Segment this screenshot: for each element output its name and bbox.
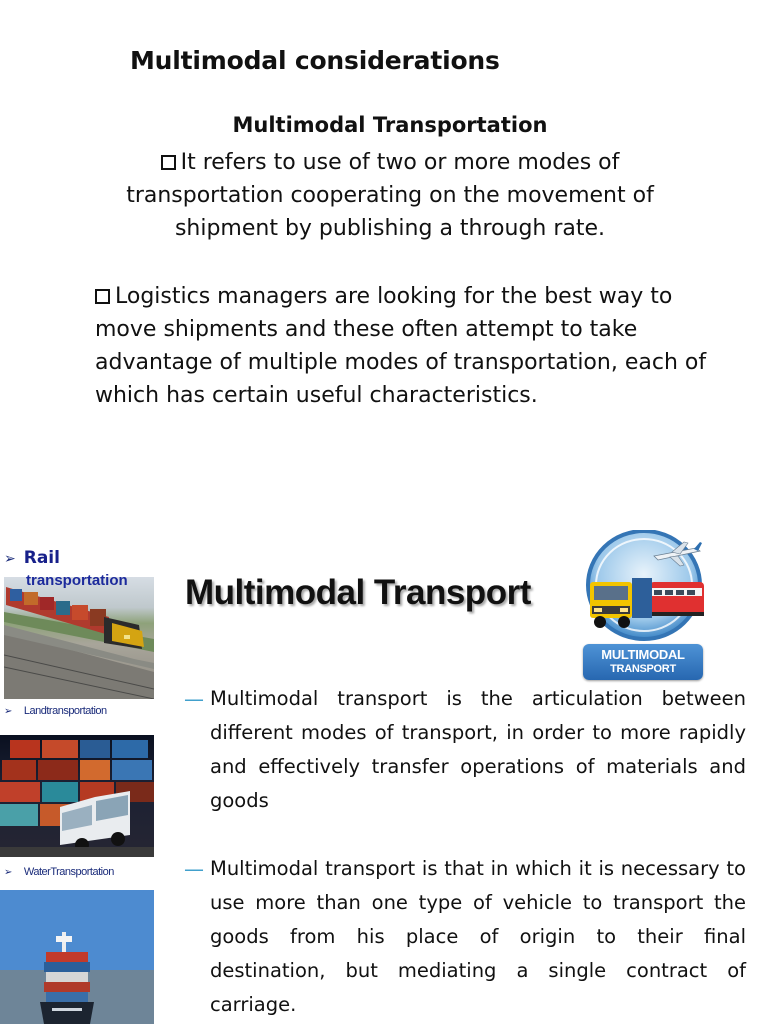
- rail-overlay-text: transportation: [26, 572, 128, 589]
- arrow-bullet-icon: ➢: [4, 706, 12, 717]
- bullet-paragraph-2: [95, 280, 715, 412]
- slide-heading: Multimodal considerations: [130, 46, 500, 75]
- land-label-text: Landtransportation: [23, 705, 107, 717]
- container-ship-image: [0, 890, 154, 1024]
- land-trucks-photo: [0, 735, 154, 857]
- arrow-bullet-icon: ➢: [4, 551, 16, 567]
- bullet-paragraph-1: [105, 146, 675, 245]
- rail-train-photo: [4, 577, 154, 699]
- multimodal-bullet-2-text: Multimodal transport is that in which it is necessary to use more than one type of vehicle to transport the goods from his place of origin to their final destination, but mediating a single contract of carriage.: [210, 857, 746, 1016]
- multimodal-transport-title: Multimodal Transport: [185, 573, 531, 612]
- dash-bullet-icon: —: [184, 857, 204, 881]
- bullet-paragraph-1-text: It refers to use of two or more modes of transportation cooperating on the movement of shipment by publishing a through rate.: [126, 150, 654, 241]
- trucks-containers-image: [0, 735, 154, 857]
- logo-badge-line1: MULTIMODAL: [601, 647, 685, 662]
- multimodal-bullet-1: [184, 682, 746, 818]
- logo-badge: [583, 644, 703, 680]
- freight-train-image: [4, 577, 154, 699]
- water-label-text: WaterTransportation: [23, 866, 114, 878]
- rail-label-text: Rail: [23, 548, 60, 568]
- dash-bullet-icon: —: [184, 687, 204, 711]
- checkbox-bullet-icon: [161, 155, 176, 170]
- land-label: [4, 705, 107, 717]
- section-subheading: Multimodal Transportation: [232, 113, 548, 137]
- multimodal-bullet-2: [184, 852, 746, 1022]
- logo-badge-line2: TRANSPORT: [610, 663, 676, 675]
- rail-label: [4, 548, 60, 568]
- water-ship-photo: [0, 890, 154, 1024]
- bullet-paragraph-2-text: Logistics managers are looking for the best way to move shipments and these often attempt to take advantage of multiple modes of transportation, each of which has certain useful characteristics.: [95, 284, 707, 408]
- checkbox-bullet-icon: [95, 289, 110, 304]
- arrow-bullet-icon: ➢: [4, 867, 12, 878]
- multimodal-bullet-1-text: Multimodal transport is the articulation between different modes of transport, in order to more rapidly and effectively transfer operations of materials and goods: [210, 687, 746, 812]
- multimodal-transport-slide: [0, 530, 768, 1024]
- water-label: [4, 866, 114, 878]
